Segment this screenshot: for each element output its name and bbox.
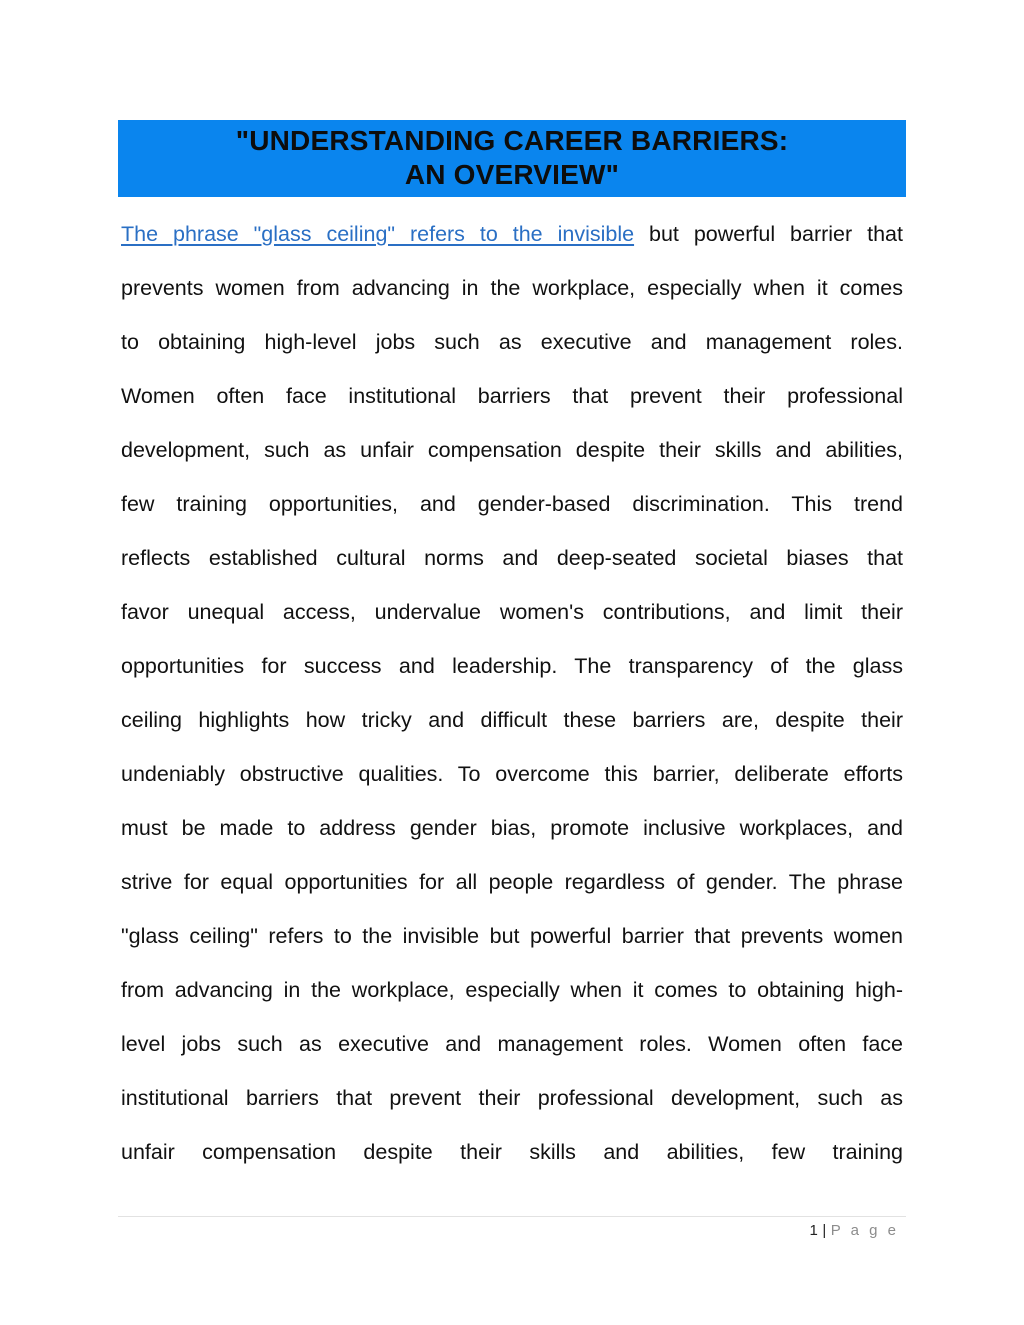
body-line: development, such as unfair compensation despite their skills and abilities, bbox=[121, 438, 903, 462]
page-title-line-2: AN OVERVIEW" bbox=[404, 159, 620, 190]
glass-ceiling-link[interactable]: The phrase "glass ceiling" refers to the invisible bbox=[121, 222, 635, 246]
title-banner bbox=[118, 120, 906, 197]
body-line: strive for equal opportunities for all people regardless of gender. The phrase bbox=[121, 870, 903, 894]
page-number: 1 bbox=[809, 1222, 819, 1239]
body-line: few training opportunities, and gender-based discrimination. This trend bbox=[121, 492, 903, 516]
body-line: reflects established cultural norms and deep-seated societal biases that bbox=[121, 546, 903, 570]
body-line: undeniably obstructive qualities. To overcome this barrier, deliberate efforts bbox=[121, 762, 903, 786]
body-line: to obtaining high-level jobs such as executive and management roles. bbox=[121, 330, 903, 354]
body-line: prevents women from advancing in the workplace, especially when it comes bbox=[121, 276, 903, 300]
page-title-line-1: "UNDERSTANDING CAREER BARRIERS: bbox=[235, 125, 789, 156]
body-line: ceiling highlights how tricky and difficult these barriers are, despite their bbox=[121, 708, 903, 732]
body-line-1-rest: but powerful barrier that bbox=[634, 222, 903, 246]
body-line: favor unequal access, undervalue women's contributions, and limit their bbox=[121, 600, 903, 624]
page-footer bbox=[809, 1222, 899, 1239]
body-line: institutional barriers that prevent their professional development, such as bbox=[121, 1086, 903, 1110]
body-line-1 bbox=[121, 207, 903, 261]
body-line: must be made to address gender bias, promote inclusive workplaces, and bbox=[121, 816, 903, 840]
body-line: "glass ceiling" refers to the invisible but powerful barrier that prevents women bbox=[121, 924, 903, 948]
page-separator: | bbox=[822, 1222, 827, 1239]
footer-divider bbox=[118, 1216, 906, 1217]
body-line: level jobs such as executive and management roles. Women often face bbox=[121, 1032, 903, 1056]
body-line: opportunities for success and leadership. The transparency of the glass bbox=[121, 654, 903, 678]
body-line: Women often face institutional barriers that prevent their professional bbox=[121, 384, 903, 408]
body-paragraph bbox=[121, 207, 903, 1179]
body-line: unfair compensation despite their skills and abilities, few training bbox=[121, 1140, 903, 1164]
body-line: from advancing in the workplace, especially when it comes to obtaining high- bbox=[121, 978, 903, 1002]
page-label: P a g e bbox=[830, 1222, 899, 1239]
